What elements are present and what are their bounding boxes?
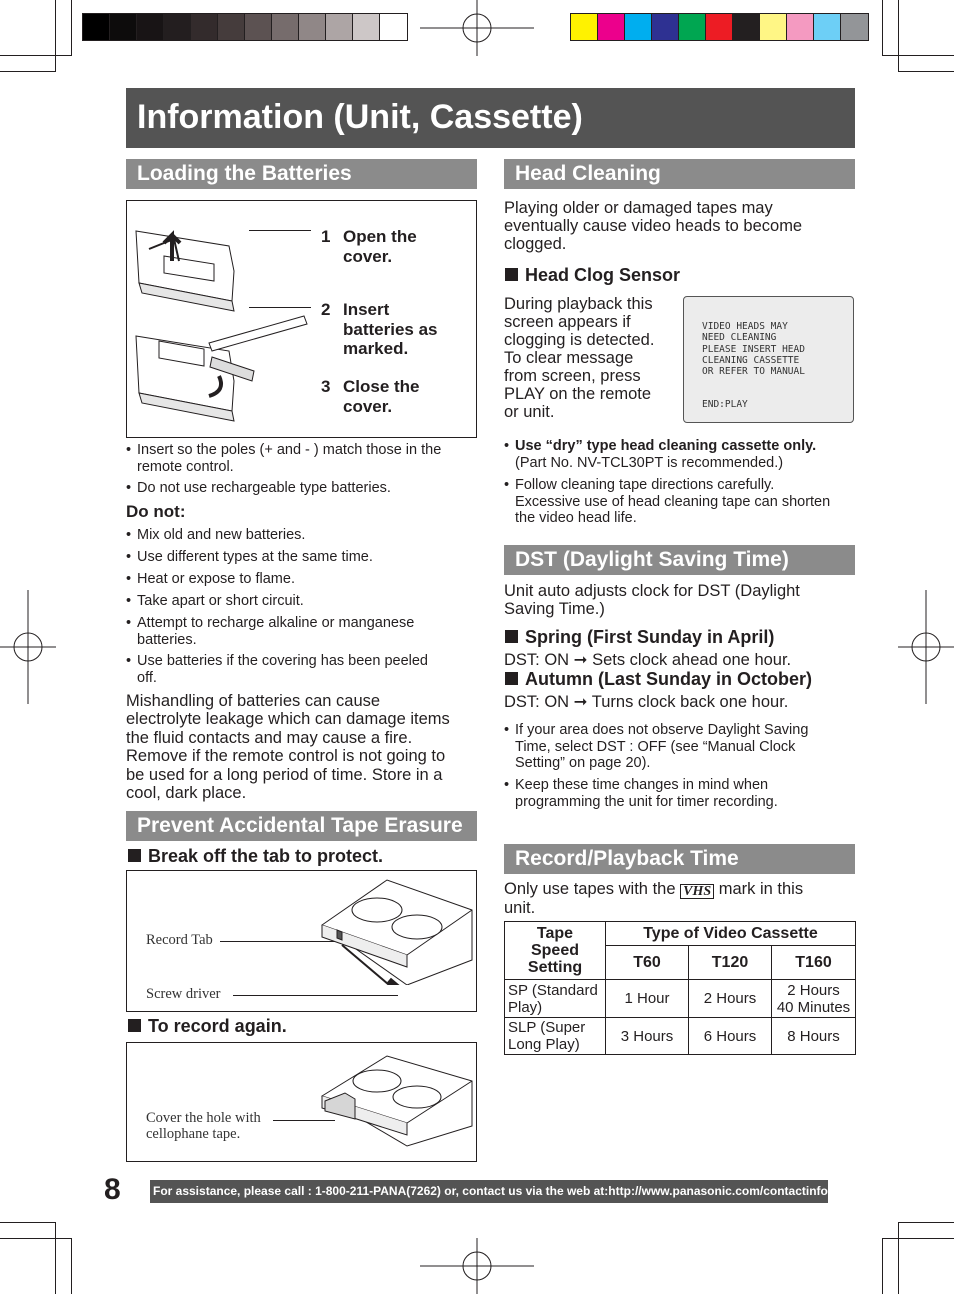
head-cleaning-bullet: • Follow cleaning tape directions carefully. Excessive use of head cleaning tape can shorten the video head life. [504, 477, 864, 527]
crop-mark [882, 55, 954, 56]
color-swatch [733, 14, 760, 40]
head-clog-screen [683, 296, 854, 423]
color-swatch [760, 14, 787, 40]
header-tape-speed: Tape Speed Setting [505, 922, 606, 980]
color-swatch [814, 14, 841, 40]
registration-mark-right [898, 590, 954, 704]
do-not-item: • Use different types at the same time. [126, 549, 477, 566]
cassette-illustration [317, 875, 477, 985]
record-playback-table [504, 921, 856, 1055]
crop-mark [0, 1238, 72, 1239]
autumn-heading: Autumn (Last Sunday in October) [505, 669, 812, 690]
crop-mark [71, 0, 72, 56]
time-cell: 8 Hours [772, 1018, 856, 1055]
color-swatch [272, 14, 299, 40]
crop-mark [882, 1238, 883, 1294]
section-heading-record-playback: Record/Playback Time [504, 844, 855, 874]
registration-mark-top [420, 0, 534, 56]
color-swatch [571, 14, 598, 40]
time-cell: 6 Hours [689, 1018, 772, 1055]
gray-scale-bar [82, 13, 408, 41]
assistance-footer: For assistance, please call : 1-800-211-PANA(7262) or, contact us via the web at:http://www.panasonic.com/contactinfo [150, 1180, 828, 1203]
break-tab-heading: Break off the tab to protect. [128, 846, 383, 867]
head-clog-sensor-text: During playback this screen appears if clogging is detected. To clear message from screen, press PLAY on the remote or unit. [504, 295, 655, 421]
square-bullet-icon [505, 268, 518, 281]
color-swatch [191, 14, 218, 40]
table-row [505, 980, 856, 1018]
crop-mark [71, 1238, 72, 1294]
speed-cell: SLP (Super Long Play) [505, 1018, 606, 1055]
header-t60: T60 [606, 946, 689, 980]
square-bullet-icon [505, 630, 518, 643]
time-cell: 3 Hours [606, 1018, 689, 1055]
do-not-item: • Attempt to recharge alkaline or manganese batteries. [126, 615, 477, 648]
head-cleaning-bullet: • Use “dry” type head cleaning cassette only. (Part No. NV-TCL30PT is recommended.) [504, 438, 864, 471]
section-heading-head-cleaning: Head Cleaning [504, 159, 855, 189]
color-swatch [380, 14, 407, 40]
color-swatch [598, 14, 625, 40]
cover-hole-label: Cover the hole with cellophane tape. [146, 1110, 261, 1142]
dst-intro: Unit auto adjusts clock for DST (Daylight Saving Time.) [504, 582, 800, 618]
crop-mark [898, 1222, 899, 1294]
record-again-heading: To record again. [128, 1016, 287, 1037]
color-swatch [137, 14, 164, 40]
head-clog-sensor-heading: Head Clog Sensor [505, 265, 680, 286]
crop-mark [898, 0, 899, 72]
leader-line [273, 1120, 335, 1121]
do-not-heading: Do not: [126, 502, 186, 521]
battery-step-3: 3 Close the cover. [321, 377, 420, 416]
do-not-item: • Heat or expose to flame. [126, 571, 477, 588]
do-not-item: • Use batteries if the covering has been peeled off. [126, 653, 477, 686]
screwdriver-label: Screw driver [146, 986, 221, 1002]
color-swatch [353, 14, 380, 40]
color-swatch [83, 14, 110, 40]
color-swatch [706, 14, 733, 40]
spring-text: DST: ON ➞ Sets clock ahead one hour. [504, 651, 792, 669]
crop-mark [0, 55, 72, 56]
do-not-item: • Take apart or short circuit. [126, 593, 477, 610]
record-tab-illustration-box [126, 870, 477, 1012]
crop-mark [0, 71, 56, 72]
remote-control-illustration [134, 221, 314, 431]
section-heading-prevent-erasure: Prevent Accidental Tape Erasure [126, 811, 477, 841]
cassette-taped-illustration [317, 1051, 477, 1151]
crop-mark [898, 71, 954, 72]
cover-hole-illustration-box [126, 1042, 477, 1162]
leader-line [249, 307, 311, 308]
registration-mark-left [0, 590, 56, 704]
battery-step-2: 2 Insert batteries as marked. [321, 300, 438, 358]
color-swatch [625, 14, 652, 40]
leader-line [220, 941, 335, 942]
page-number: 8 [104, 1173, 121, 1206]
speed-cell: SP (Standard Play) [505, 980, 606, 1018]
page-title: Information (Unit, Cassette) [126, 88, 855, 148]
record-intro: Only use tapes with the VHS mark in this unit. [504, 880, 804, 917]
header-t160: T160 [772, 946, 856, 980]
do-not-item: • Mix old and new batteries. [126, 527, 477, 544]
vhs-logo: VHS [680, 884, 714, 899]
head-cleaning-intro: Playing older or damaged tapes may eventually cause video heads to become clogged. [504, 199, 803, 253]
crop-mark [882, 0, 883, 56]
screen-end-play: END:PLAY [702, 399, 748, 410]
section-heading-loading-batteries: Loading the Batteries [126, 159, 477, 189]
color-swatch [245, 14, 272, 40]
color-swatch [787, 14, 814, 40]
battery-step-1: 1 Open the cover. [321, 227, 417, 266]
dst-bullet: • Keep these time changes in mind when programming the unit for timer recording. [504, 777, 855, 810]
color-bar [570, 13, 869, 41]
header-t120: T120 [689, 946, 772, 980]
registration-mark-bottom [420, 1238, 534, 1294]
square-bullet-icon [128, 849, 141, 862]
section-heading-dst: DST (Daylight Saving Time) [504, 545, 855, 575]
color-swatch [164, 14, 191, 40]
time-cell: 2 Hours 40 Minutes [772, 980, 856, 1018]
crop-mark [0, 1222, 56, 1223]
leader-line [249, 230, 311, 231]
color-swatch [841, 14, 868, 40]
time-cell: 1 Hour [606, 980, 689, 1018]
color-swatch [218, 14, 245, 40]
mishandling-paragraph: Mishandling of batteries can cause electrolyte leakage which can damage items the fluid contacts and may cause a fire. Remove if the remote control is not going to be used for a long period of time. Store in a cool, dark place. [126, 692, 450, 803]
color-swatch [110, 14, 137, 40]
screen-message: VIDEO HEADS MAY NEED CLEANING PLEASE INSERT HEAD CLEANING CASSETTE OR REFER TO MANUAL [702, 321, 805, 378]
color-swatch [326, 14, 353, 40]
crop-mark [882, 1238, 954, 1239]
dst-bullet: • If your area does not observe Daylight Saving Time, select DST : OFF (see “Manual Clock Setting” on page 20). [504, 722, 855, 772]
leader-line [233, 995, 398, 996]
time-cell: 2 Hours [689, 980, 772, 1018]
autumn-text: DST: ON ➞ Turns clock back one hour. [504, 693, 789, 711]
spring-heading: Spring (First Sunday in April) [505, 627, 774, 648]
square-bullet-icon [505, 672, 518, 685]
battery-note: • Do not use rechargeable type batteries. [126, 480, 477, 497]
square-bullet-icon [128, 1019, 141, 1032]
color-swatch [679, 14, 706, 40]
battery-note: • Insert so the poles (+ and - ) match those in the remote control. [126, 442, 477, 475]
color-swatch [299, 14, 326, 40]
crop-mark [898, 1222, 954, 1223]
record-tab-label: Record Tab [146, 932, 213, 948]
crop-mark [55, 0, 56, 72]
crop-mark [55, 1222, 56, 1294]
table-row [505, 1018, 856, 1055]
color-swatch [652, 14, 679, 40]
header-cassette-type: Type of Video Cassette [606, 922, 856, 946]
